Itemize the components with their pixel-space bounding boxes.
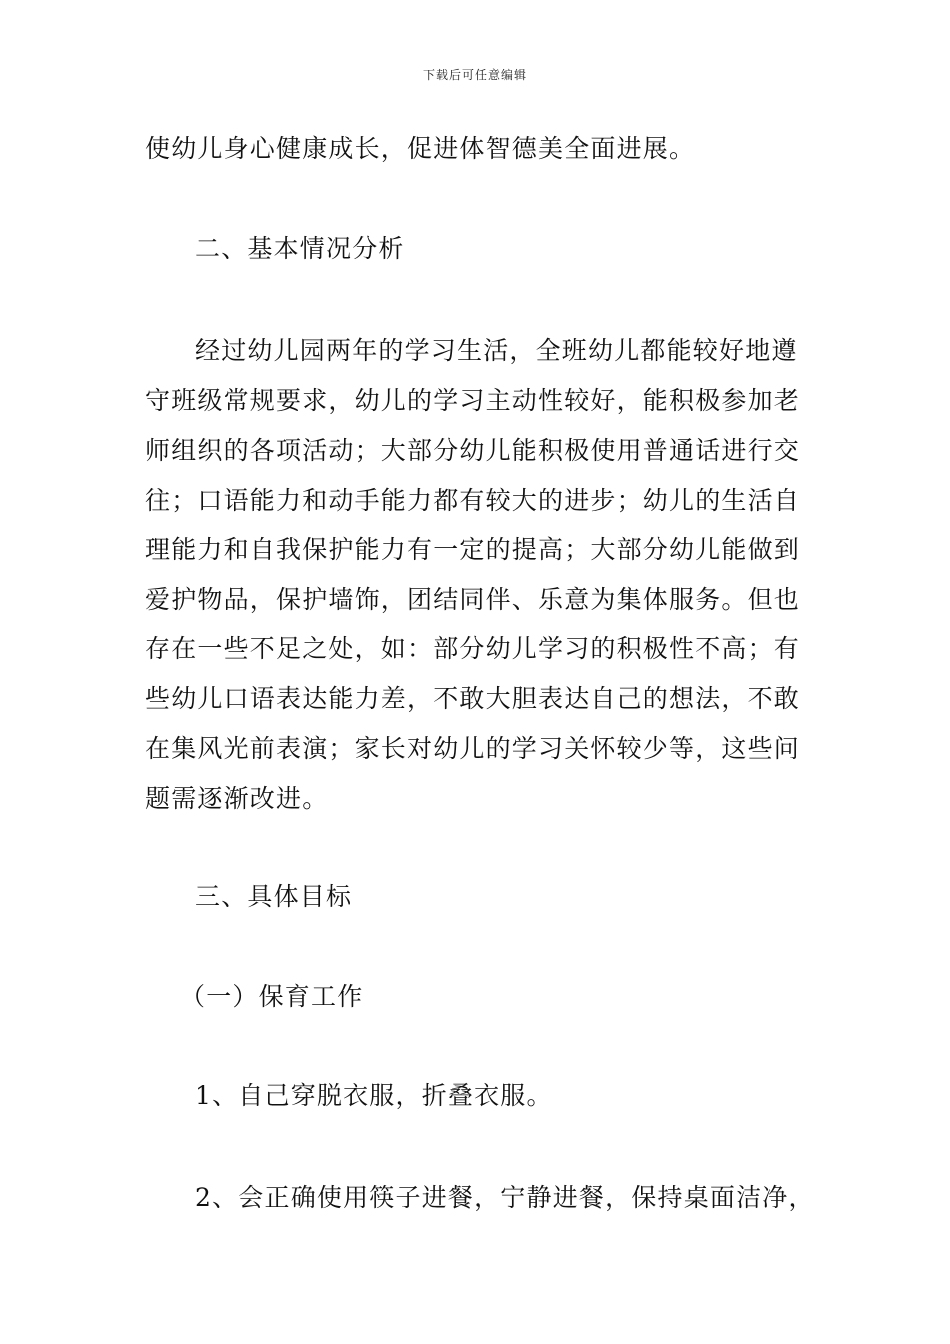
- analysis-line: 些幼儿口语表达能力差，不敢大胆表达自己的想法，不敢: [145, 684, 801, 713]
- section-heading-goals: 三、具体目标: [195, 882, 353, 911]
- analysis-line: 题需逐渐改进。: [145, 784, 329, 813]
- analysis-line: 理能力和自我保护能力有一定的提高；大部分幼儿能做到: [145, 535, 801, 564]
- analysis-line: 爱护物品，保护墙饰，团结同伴、乐意为集体服务。但也: [145, 585, 801, 614]
- analysis-line: 存在一些不足之处，如：部分幼儿学习的积极性不高；有: [145, 634, 801, 663]
- analysis-line: 在集风光前表演；家长对幼儿的学习关怀较少等，这些问: [145, 734, 801, 763]
- analysis-line: 守班级常规要求，幼儿的学习主动性较好，能积极参加老: [145, 386, 801, 415]
- list-item-1: 1、自己穿脱衣服，折叠衣服。: [195, 1081, 553, 1110]
- paragraph-intro-end: 使幼儿身心健康成长，促进体智德美全面进展。: [145, 134, 696, 163]
- list-item-2: 2、会正确使用筷子进餐，宁静进餐，保持桌面洁净，: [195, 1183, 815, 1212]
- sub-heading-care-work: （一）保育工作: [180, 982, 364, 1011]
- analysis-line: 师组织的各项活动；大部分幼儿能积极使用普通话进行交: [145, 436, 801, 465]
- page-header-note: 下载后可任意编辑: [422, 68, 527, 82]
- analysis-line: 经过幼儿园两年的学习生活，全班幼儿都能较好地遵: [195, 336, 798, 365]
- analysis-line: 往；口语能力和动手能力都有较大的进步；幼儿的生活自: [145, 486, 801, 515]
- section-heading-analysis: 二、基本情况分析: [195, 234, 405, 263]
